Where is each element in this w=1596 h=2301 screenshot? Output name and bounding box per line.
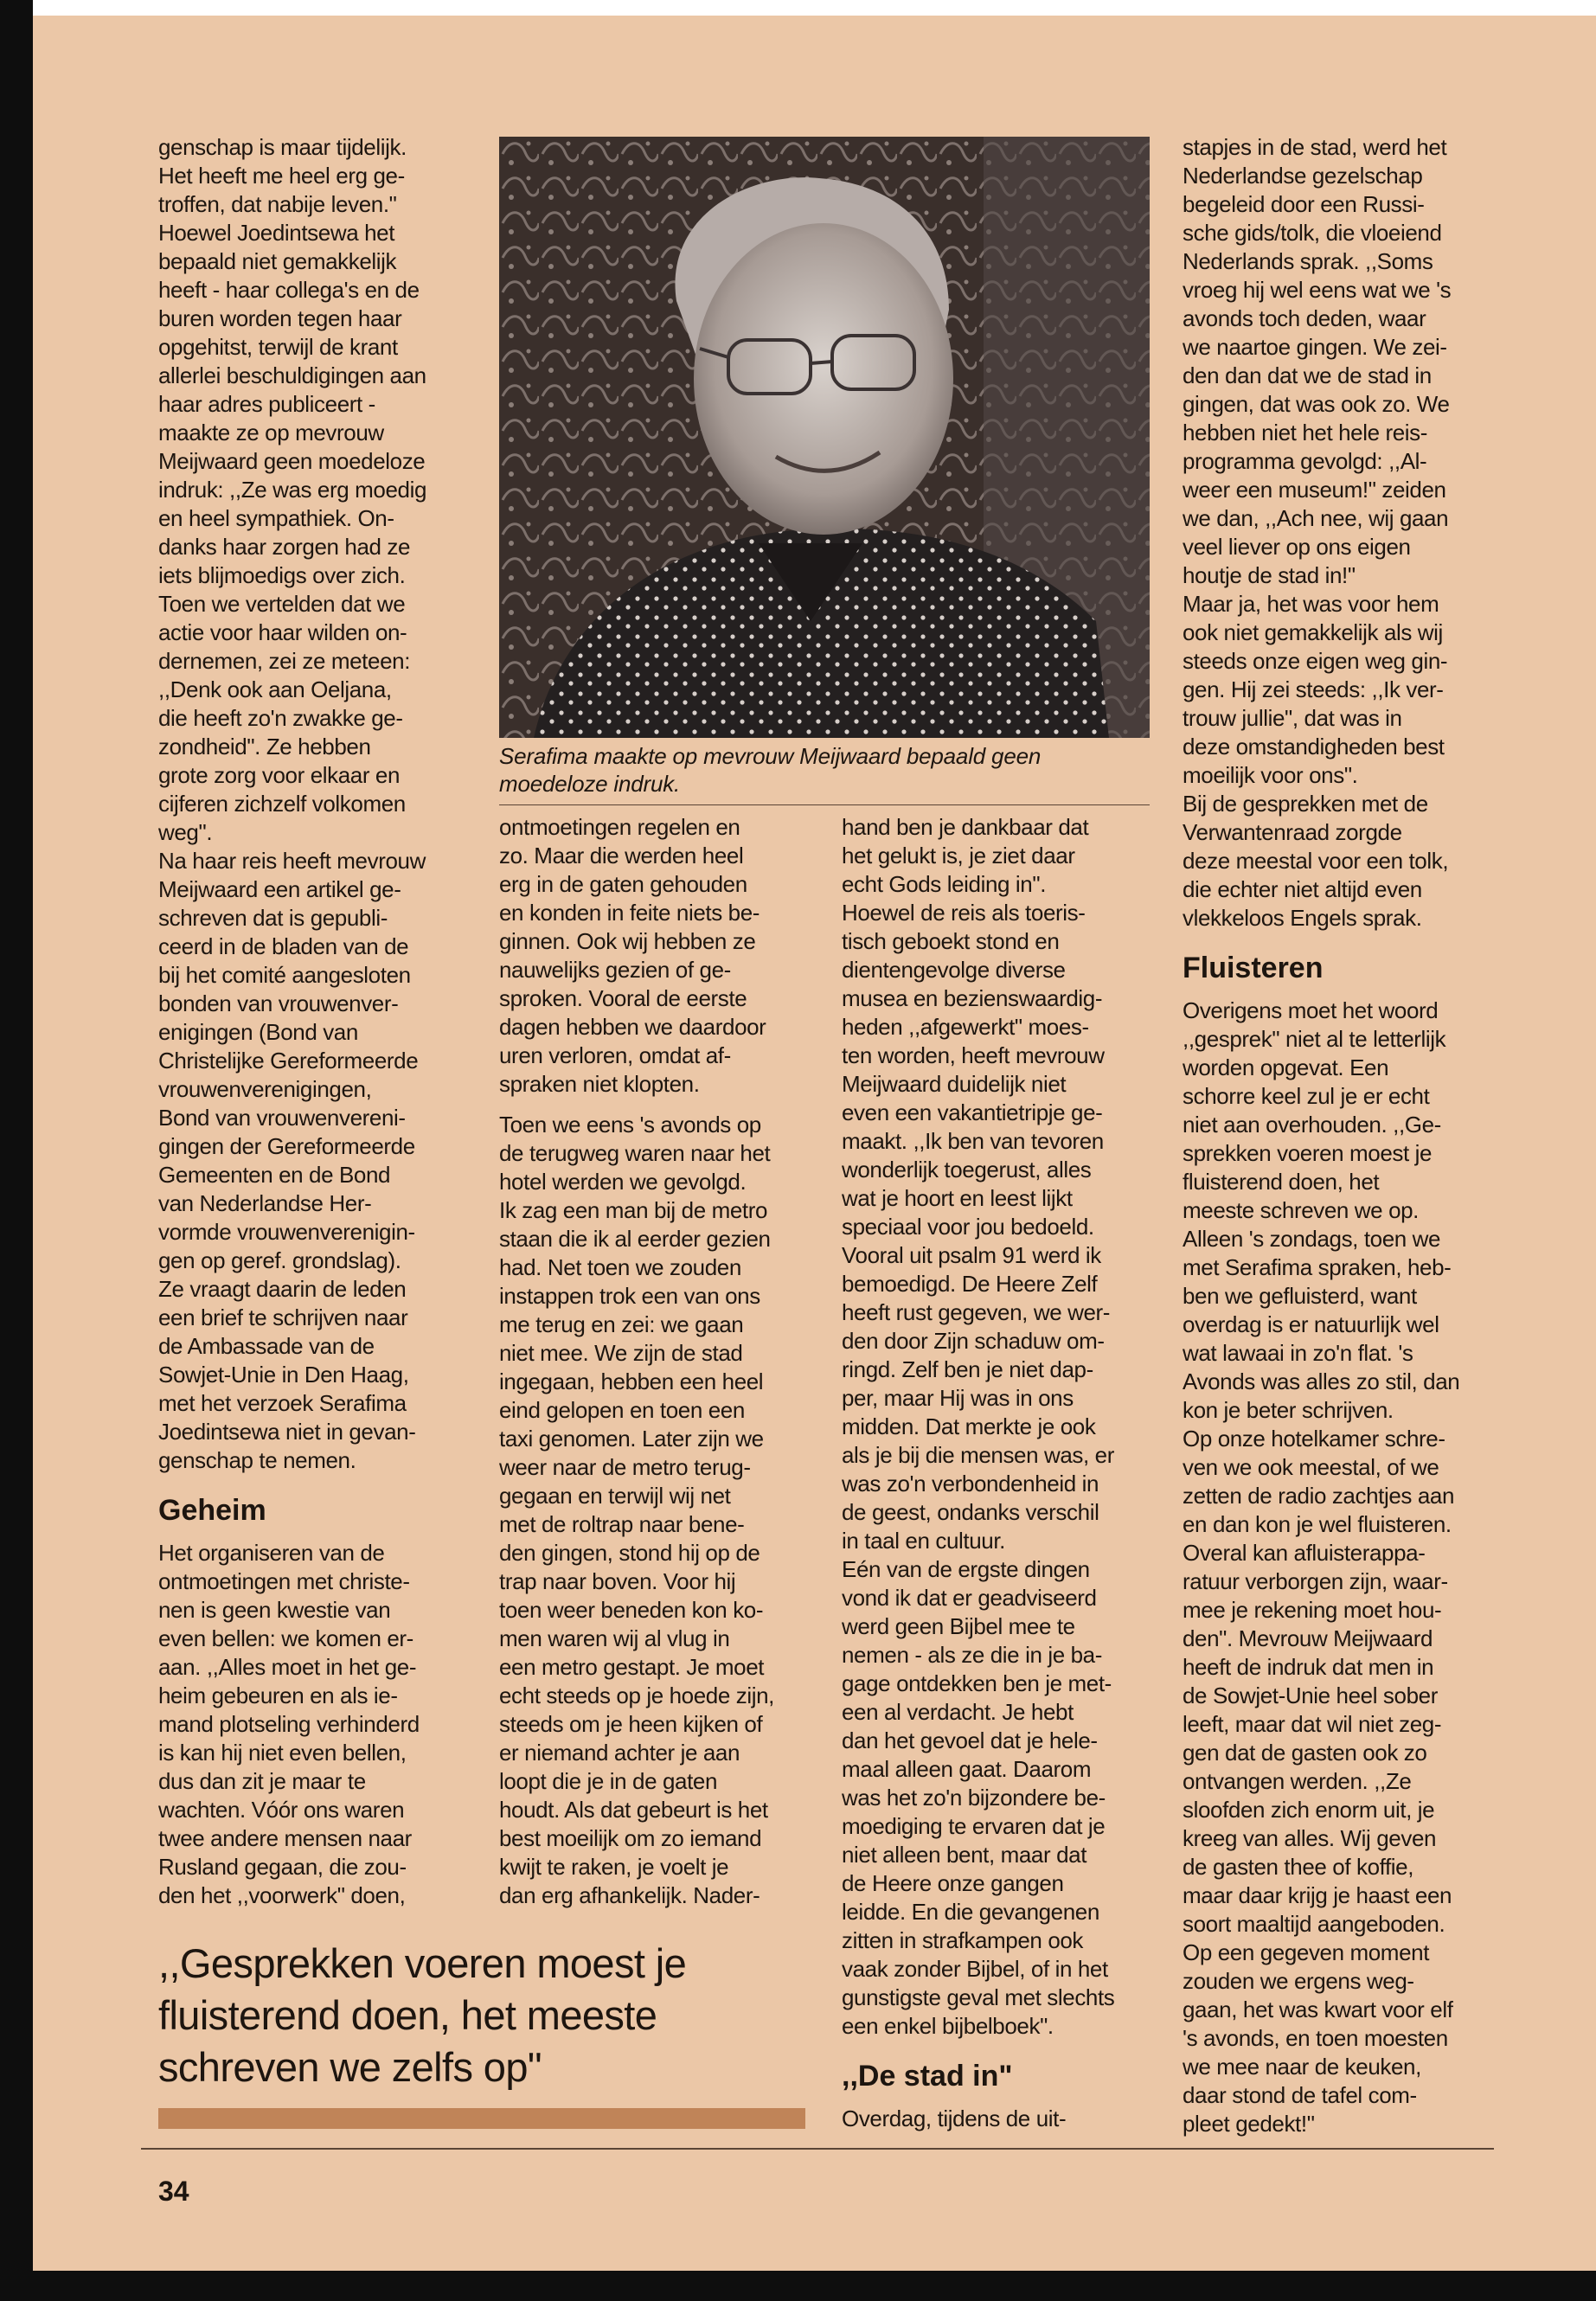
column-4-paragraph: Overigens moet het woord ,,gesprek" niet al te letterlijk worden opgevat. Een schorre keel zul je er echt niet aan overhouden. ,,Ge- sprekken voeren moest je fluisterend doen, het meeste schreven we op. Alleen 's zondags, toen we met Serafima spraken, heb- ben we gefluisterd, want overdag is er natuurlijk wel wat lawaai in zo'n flat. 's Avonds was alles zo stil, dan kon je beter schrijven. Op onze hotelkamer schre- ven we ook meestal, of we zetten de radio zachtjes aan en dan kon je wel fluisteren. Overal kan afluisterappa- ratuur verborgen zijn, waar- mee je rekening moet hou- den". Mevrouw Meijwaard heeft de indruk dat men in de Sowjet-Unie heel sober leeft, maar dat wil niet zeg- gen dat de gasten ook zo ontvangen werden. ,,Ze sloofden zich enorm uit, je kreeg van alles. Wij geven de gasten thee of koffie, maar daar krijg je haast een soort maaltijd aangeboden. Op een gegeven moment zouden we ergens weg- gaan, het was kwart voor elf 's avonds, en toen moesten we mee naar de keuken, daar stond de tafel com- pleet gedekt!" [1183,997,1460,2137]
column-2-paragraph: ontmoetingen regelen en zo. Maar die werden heel erg in de gaten gehouden en konden in feite niets be- ginnen. Ook wij hebben ze nauwelijks gezien of ge- sproken. Vooral de eerste dagen hebben we daardoor uren verloren, omdat af- spraken niet klopten. [499,814,766,1097]
column-1-paragraph: Het organiseren van de ontmoetingen met christe- nen is geen kwestie van even bellen: we komen er- aan. ,,Alles moet in het ge- heim gebeuren en als ie- mand plotseling verhinderd is kan hij niet even bellen, dus dan zit je maar te wachten. Vóór ons waren twee andere mensen naar Rusland gegaan, die zou- den het ,,voorwerk" doen, [158,1540,420,1908]
column-4-paragraph: stapjes in de stad, werd het Nederlandse gezelschap begeleid door een Russi- sche gids/tolk, die vloeiend Nederlands sprak. ,,Soms vroeg hij wel eens wat we 's avonds toch deden, waar we naartoe gingen. We zei- den dan dat we de stad in gingen, dat was ook zo. We hebben niet het hele reis- programma gevolgd: ,,Al- weer een museum!" zeiden we dan, ,,Ach nee, wij gaan veel liever op ons eigen houtje de stad in!" Maar ja, het was voor hem ook niet gemakkelijk als wij steeds onze eigen weg gin- gen. Hij zei steeds: ,,Ik ver- trouw jullie", dat was in deze omstandigheden best moeilijk voor ons". Bij de gesprekken met de Verwantenraad zorgde deze meestal voor een tolk, die echter niet altijd even vlekkeloos Engels sprak. [1183,134,1452,931]
caption-divider [499,804,1150,805]
column-2-paragraph: Toen we eens 's avonds op de terugweg waren naar het hotel werden we gevolgd. Ik zag een man bij de metro staan die ik al eerder gezien had. Net toen we zouden instappen trok een van ons me terug en zei: we gaan niet mee. We zijn de stad ingegaan, hebben een heel eind gelopen en toen een taxi genomen. Later zijn we weer naar de metro terug- gegaan en terwijl wij net met de roltrap naar bene- den gingen, stond hij op de trap naar boven. Voor hij toen weer beneden kon ko- men waren wij al vlug in een metro gestapt. Je moet echt steeds op je hoede zijn, steeds om je heen kijken of er niemand achter je aan loopt die je in de gaten houdt. Als dat gebeurt is het best moeilijk om zo iemand kwijt te raken, je voelt je dan erg afhankelijk. Nader- [499,1112,774,1908]
column-3-paragraph: hand ben je dankbaar dat het gelukt is, je ziet daar echt Gods leiding in". Hoewel de reis als toeris- tisch geboekt stond en dientengevolge diverse musea en bezienswaardig- heden ,,afgewerkt" moes- ten worden, heeft mevrouw Meijwaard duidelijk niet even een vakantietripje ge- maakt. ,,Ik ben van tevoren wonderlijk toegerust, alles wat je hoort en leest lijkt speciaal voor jou bedoeld. Vooral uit psalm 91 werd ik bemoedigd. De Heere Zelf heeft rust gegeven, we wer- den door Zijn schaduw om- ringd. Zelf ben je niet dap- per, maar Hij was in ons midden. Dat merkte je ook als je bij die mensen was, er was zo'n verbondenheid in de geest, ondanks verschil in taal en cultuur. Eén van de ergste dingen vond ik dat er geadviseerd werd geen Bijbel mee te nemen - als ze die in je ba- gage ontdekken ben je met- een al verdacht. Je hebt dan het gevoel dat je hele- maal alleen gaat. Daarom was het zo'n bijzondere be- moediging te ervaren dat je niet alleen bent, maar dat de Heere onze gangen leidde. En die gevangenen zitten in strafkampen ook vaak zonder Bijbel, of in het gunstigste geval met slechts een enkel bijbelboek". [842,814,1115,2039]
column-4 [1183,133,1492,2166]
scan-shadow-bottom [0,2271,1596,2301]
column-1-paragraph: genschap is maar tijdelijk. Het heeft me heel erg ge- troffen, dat nabije leven." Hoewel Joedintsewa het bepaald niet gemakkelijk heeft - haar collega's en de buren worden tegen haar opgehitst, terwijl de krant allerlei beschuldigingen aan haar adres publiceert - maakte ze op mevrouw Meijwaard geen moedeloze indruk: ,,Ze was erg moedig en heel sympathiek. On- danks haar zorgen had ze iets blijmoedigs over zich. Toen we vertelden dat we actie voor haar wilden on- dernemen, zei ze meteen: ,,Denk ook aan Oeljana, die heeft zo'n zwakke ge- zondheid". Ze hebben grote zorg voor elkaar en cijferen zichzelf volkomen weg". [158,134,427,845]
section-heading-geheim: Geheim [158,1494,266,1527]
column-2 [499,813,815,1920]
section-heading-fluisteren: Fluisteren [1183,952,1324,984]
face [694,223,953,535]
footer-divider [141,2148,1494,2150]
column-3-paragraph: Overdag, tijdens de uit- [842,2106,1067,2131]
column-3 [842,813,1155,2163]
pull-quote-accent-bar [158,2108,805,2129]
section-heading-de-stad-in: ,,De stad in" [842,2060,1013,2093]
scan-shadow-left [0,0,33,2301]
photo-caption: Serafima maakte op mevrouw Meijwaard bepaald geen moedeloze indruk. [499,743,1042,797]
portrait-photo [499,137,1150,738]
pull-quote: ,,Gesprekken voeren moest je fluisterend doen, het meeste schreven we zelfs op" [158,1940,687,2090]
portrait-illustration [499,137,1150,738]
column-1-paragraph: Na haar reis heeft mevrouw Meijwaard een artikel ge- schreven dat is gepubli- ceerd in de bladen van de bij het comité aangesloten bonden van vrouwenver- enigingen (Bond van Christelijke Gereformeerde vrouwenverenigingen, Bond van vrouwenvereni- gingen der Gereformeerde Gemeenten en de Bond van Nederlandse Her- vormde vrouwenverenigin- gen op geref. grondslag). Ze vraagt daarin de leden een brief te schrijven naar de Ambassade van de Sowjet-Unie in Den Haag, met het verzoek Serafima Joedintsewa niet in gevan- genschap te nemen. [158,848,426,1473]
page-number: 34 [158,2176,189,2207]
column-1 [158,133,468,1920]
